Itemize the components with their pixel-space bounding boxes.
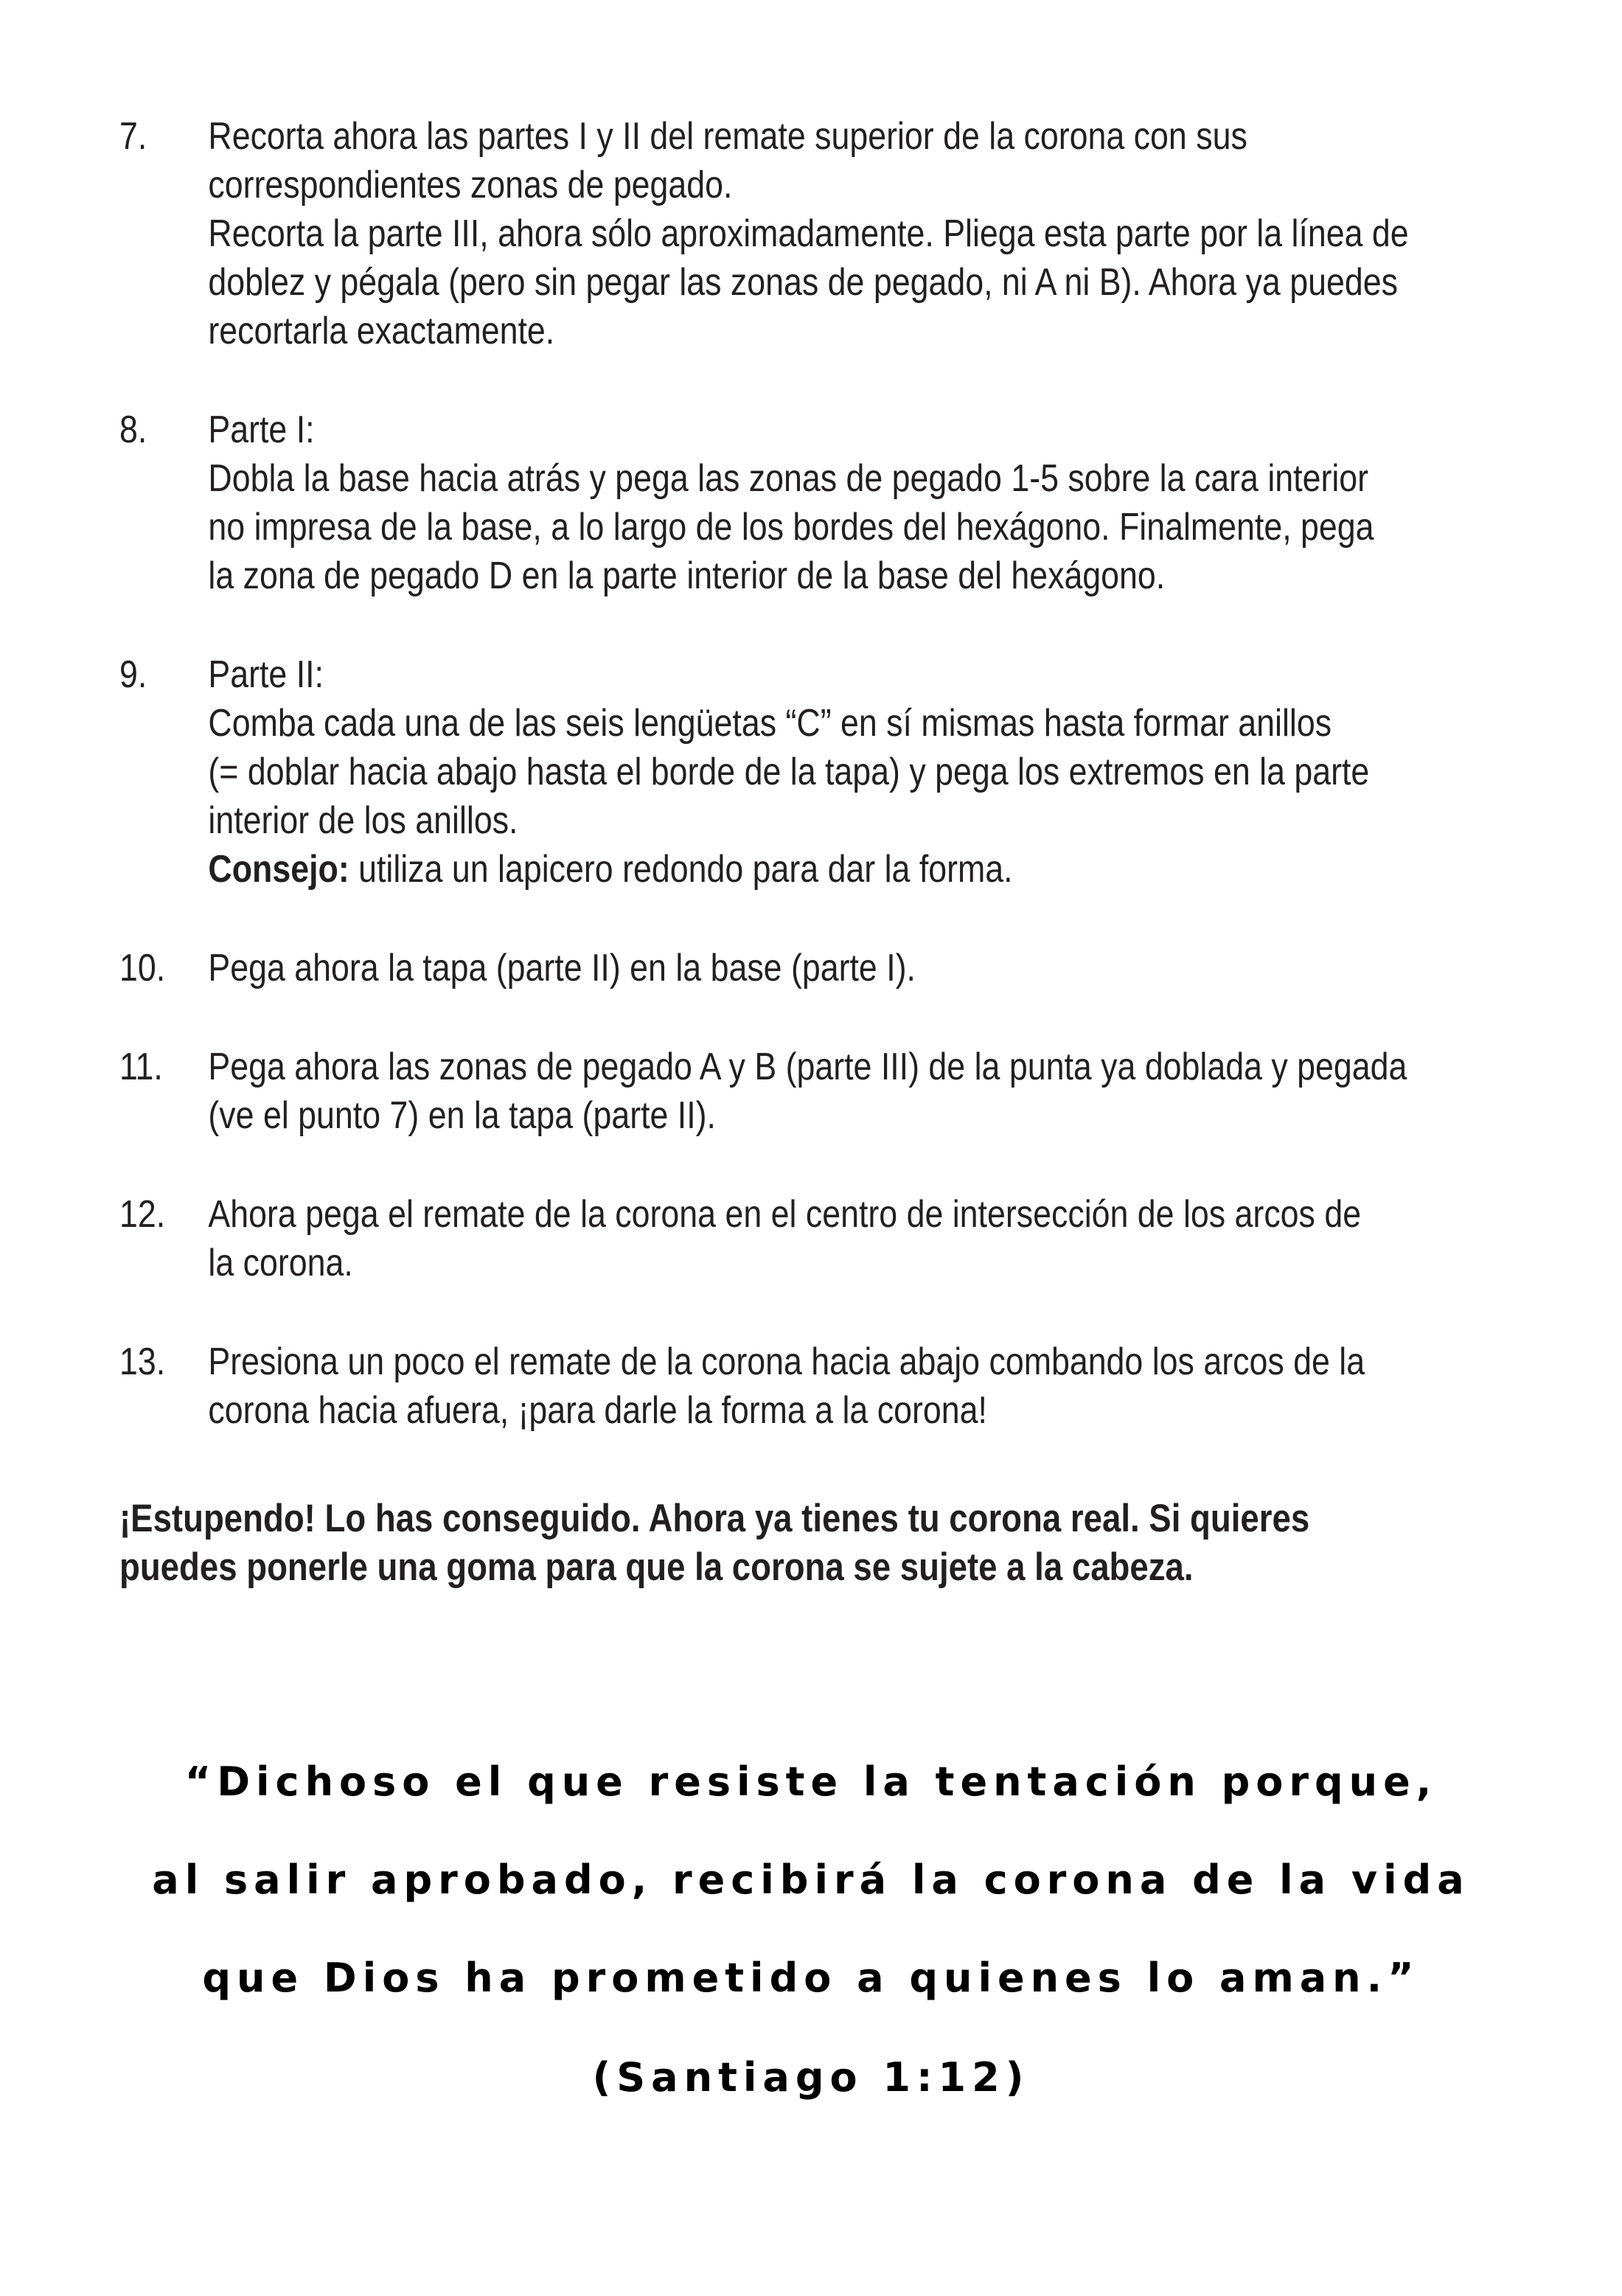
step-text: Ahora pega el remate de la corona en el centro de intersección de los arcos de la corona. (208, 1193, 1362, 1284)
quote-reference: (Santiago 1:12) (592, 2054, 1030, 2101)
bible-quote (0, 1758, 1622, 2151)
step-8 (119, 406, 1616, 600)
step-number: 9. (119, 653, 147, 696)
closing-line: ¡Estupendo! Lo has conseguido. Ahora ya tienes tu corona real. Si quieres (119, 1497, 1310, 1540)
step-text: Recorta ahora las partes I y II del remate superior de la corona con sus correspondientes zonas de pegado. Recorta la parte III, ahora sólo aproximadamente. Pliega esta parte por la línea de doblez y pégala (pero sin pegar las zonas de pegado, ni A ni B). Ahora ya puedes recortarla exactamente. (208, 115, 1409, 352)
step-9 (119, 650, 1616, 894)
closing-line: puedes ponerle una goma para que la corona se sujete a la cabeza. (119, 1545, 1194, 1589)
step-text: Pega ahora la tapa (parte II) en la base (parte I). (208, 947, 916, 989)
quote-line: “Dichoso el que resiste la tentación porque, (184, 1758, 1438, 1805)
step-13 (119, 1337, 1616, 1435)
step-12 (119, 1190, 1616, 1287)
quote-line: al salir aprobado, recibirá la corona de la vida (152, 1857, 1470, 1903)
step-number: 8. (119, 408, 147, 451)
tip-text: utiliza un lapicero redondo para dar la forma. (349, 848, 1013, 891)
step-text: Parte II: Comba cada una de las seis lengüetas “C” en sí mismas hasta formar anillos (= doblar hacia abajo hasta el borde de la tapa) y pega los extremos en la parte interior de los anillos. Consejo: utiliza un lapicero redondo para dar la forma. (208, 650, 1615, 894)
closing-message (119, 1495, 1309, 1592)
steps-list (119, 112, 1616, 1485)
step-7 (119, 112, 1616, 355)
step-number: 7. (119, 115, 147, 158)
step-text: Presiona un poco el remate de la corona hacia abajo combando los arcos de la corona hacia afuera, ¡para darle la forma a la corona! (208, 1340, 1365, 1432)
tip-line (208, 845, 1615, 894)
step-11 (119, 1043, 1616, 1140)
tip-label: Consejo: (208, 848, 349, 891)
step-number: 13. (119, 1340, 166, 1383)
step-number: 12. (119, 1193, 166, 1236)
step-10 (119, 944, 1616, 992)
quote-line: que Dios ha prometido a quienes lo aman.” (202, 1955, 1420, 2001)
step-number: 10. (119, 947, 166, 989)
step-number: 11. (119, 1046, 163, 1088)
step-text: Parte I: Dobla la base hacia atrás y pega las zonas de pegado 1-5 sobre la cara interior no impresa de la base, a lo largo de los bordes del hexágono. Finalmente, pega la zona de pegado D en la parte interior de la base del hexágono. (208, 408, 1374, 597)
step-text: Pega ahora las zonas de pegado A y B (parte III) de la punta ya doblada y pegada (ve el punto 7) en la tapa (parte II). (208, 1046, 1407, 1137)
